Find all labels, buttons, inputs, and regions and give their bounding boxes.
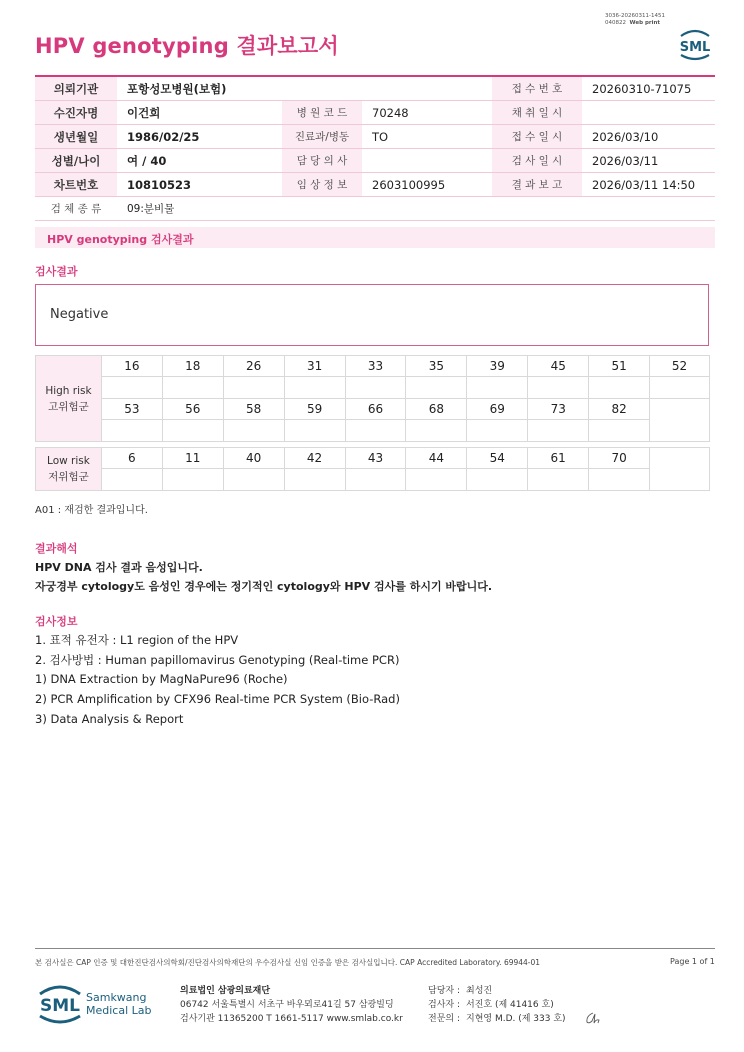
test-info-line: 2. 검사방법 : Human papillomavirus Genotyping (Real-time PCR) [35, 653, 400, 667]
info-label: 담 당 의 사 [282, 149, 362, 173]
empty-cell [650, 399, 710, 442]
result-box [35, 284, 709, 346]
staff-name: 지현영 M.D. (제 333 호) [466, 1014, 566, 1024]
interpretation-line: HPV DNA 검사 결과 음성입니다. [35, 561, 203, 574]
logo-top-text: SML [679, 40, 711, 55]
genotype-cell: 44 [406, 448, 467, 469]
info-row [35, 173, 715, 197]
signature-icon [584, 1010, 602, 1026]
result-cell [223, 469, 284, 491]
genotype-cell: 82 [589, 399, 650, 420]
genotype-cell: 52 [650, 356, 710, 377]
retest-note: A01 : 재검한 결과입니다. [35, 505, 148, 516]
result-cell [101, 377, 162, 399]
test-info-line: 1. 표적 유전자 : L1 region of the HPV [35, 633, 239, 647]
web-print-label: Web print [629, 20, 661, 26]
info-value: 2026/03/11 [582, 149, 715, 173]
result-cell [589, 469, 650, 491]
result-cell [284, 420, 345, 442]
result-cell [528, 377, 589, 399]
section-title: HPV genotyping 검사결과 [47, 233, 194, 246]
doc-code-line2 [605, 20, 695, 27]
info-label: 차트번호 [35, 173, 117, 197]
genotype-cell: 18 [162, 356, 223, 377]
genotype-cell: 51 [589, 356, 650, 377]
document-code [605, 13, 695, 27]
genotype-cell: 26 [223, 356, 284, 377]
info-row [35, 101, 715, 125]
result-cell [223, 377, 284, 399]
result-cell [284, 469, 345, 491]
info-value: 2026/03/11 14:50 [582, 173, 715, 197]
low-risk-label-en: Low risk [47, 455, 90, 467]
result-cell [406, 377, 467, 399]
info-value: 2026/03/10 [582, 125, 715, 149]
result-cell [589, 377, 650, 399]
result-cell [528, 420, 589, 442]
genotype-cell: 35 [406, 356, 467, 377]
info-label: 의뢰기관 [35, 76, 117, 101]
info-value [362, 149, 492, 173]
result-cell [101, 420, 162, 442]
page-title: HPV genotyping 결과보고서 [35, 34, 339, 58]
info-row [35, 197, 715, 221]
low-risk-genotype-row [36, 448, 710, 469]
genotype-cell: 54 [467, 448, 528, 469]
staff-line [428, 1011, 566, 1024]
sml-logo-icon [676, 27, 714, 63]
empty-cell [650, 448, 710, 491]
result-cell [101, 469, 162, 491]
low-risk-label-ko: 저위험군 [48, 471, 89, 483]
samkwang-logo-icon [37, 982, 162, 1026]
low-risk-table [35, 447, 710, 491]
info-value: 2603100995 [362, 173, 492, 197]
genotype-cell: 69 [467, 399, 528, 420]
result-cell [345, 420, 406, 442]
info-label: 결 과 보 고 [492, 173, 582, 197]
certification-text: 본 검사실은 CAP 인증 및 대한진단검사의학회/진단검사의학재단의 우수검사실 신임 인증을 받은 검사실입니다. CAP Accredited Laboratory. 69944-01 [35, 958, 541, 967]
info-label: 생년월일 [35, 125, 117, 149]
genotype-cell: 70 [589, 448, 650, 469]
result-cell [406, 420, 467, 442]
high-risk-label-en: High risk [45, 384, 92, 397]
result-cell [467, 377, 528, 399]
info-value: 1986/02/25 [117, 125, 282, 149]
info-value: 이건희 [117, 101, 282, 125]
result-cell [467, 420, 528, 442]
genotype-cell: 61 [528, 448, 589, 469]
genotype-cell: 43 [345, 448, 406, 469]
genotype-cell: 40 [223, 448, 284, 469]
footer-divider [35, 948, 715, 949]
high-risk-result-row [36, 420, 710, 442]
info-label: 접 수 일 시 [492, 125, 582, 149]
staff-line [428, 983, 492, 996]
high-risk-label-ko: 고위험군 [48, 400, 89, 413]
page-number: Page 1 of 1 [670, 957, 715, 966]
result-cell [528, 469, 589, 491]
result-cell [162, 469, 223, 491]
result-cell [589, 420, 650, 442]
low-risk-label [36, 448, 102, 491]
info-label: 임 상 정 보 [282, 173, 362, 197]
info-row [35, 149, 715, 173]
info-value: TO [362, 125, 492, 149]
result-cell [650, 377, 710, 399]
result-cell [284, 377, 345, 399]
result-label: 검사결과 [35, 265, 78, 278]
genotype-cell: 11 [162, 448, 223, 469]
result-cell [345, 377, 406, 399]
info-label: 채 취 일 시 [492, 101, 582, 125]
logo-name-1: Samkwang [86, 991, 147, 1004]
genotype-cell: 33 [345, 356, 406, 377]
genotype-cell: 42 [284, 448, 345, 469]
staff-role: 담당자 : [428, 986, 460, 996]
interpretation-heading: 결과해석 [35, 542, 78, 555]
test-info-heading: 검사정보 [35, 615, 78, 628]
info-label: 검 체 종 류 [35, 197, 117, 221]
result-cell [162, 420, 223, 442]
staff-role: 전문의 : [428, 1014, 460, 1024]
high-risk-label [36, 356, 102, 442]
info-row [35, 76, 715, 101]
result-cell [162, 377, 223, 399]
patient-info-table [35, 75, 715, 221]
logo-name-2: Medical Lab [86, 1004, 152, 1017]
staff-name: 최성진 [466, 986, 493, 996]
genotype-cell: 53 [101, 399, 162, 420]
info-label: 성별/나이 [35, 149, 117, 173]
info-label: 진료과/병동 [282, 125, 362, 149]
genotype-cell: 56 [162, 399, 223, 420]
doc-code-line1: 3036-20260311-1451 [605, 13, 665, 19]
genotype-cell: 16 [101, 356, 162, 377]
genotype-cell: 39 [467, 356, 528, 377]
info-value: 10810523 [117, 173, 282, 197]
info-label: 접 수 번 호 [492, 76, 582, 101]
test-info-line: 3) Data Analysis & Report [35, 712, 184, 726]
info-value [582, 101, 715, 125]
interpretation-line: 자궁경부 cytology도 음성인 경우에는 정기적인 cytology와 HPV 검사를 하시기 바랍니다. [35, 580, 493, 593]
high-risk-result-row [36, 377, 710, 399]
info-value: 70248 [362, 101, 492, 125]
info-value: 포항성모병원(보험) [117, 76, 492, 101]
genotype-cell: 45 [528, 356, 589, 377]
result-cell [406, 469, 467, 491]
info-label: 수진자명 [35, 101, 117, 125]
result-cell [467, 469, 528, 491]
test-info-line: 1) DNA Extraction by MagNaPure96 (Roche) [35, 672, 288, 686]
genotype-cell: 68 [406, 399, 467, 420]
org-contact: 검사기관 11365200 T 1661-5117 www.smlab.co.kr [180, 1014, 403, 1024]
low-risk-result-row [36, 469, 710, 491]
high-risk-genotype-row [36, 399, 710, 420]
info-value: 여 / 40 [117, 149, 282, 173]
result-value: Negative [50, 307, 109, 322]
org-name: 의료법인 삼광의료재단 [180, 986, 271, 996]
result-cell [345, 469, 406, 491]
staff-name: 서진호 (제 41416 호) [466, 1000, 554, 1010]
staff-line [428, 997, 554, 1010]
high-risk-genotype-row [36, 356, 710, 377]
result-cell [223, 420, 284, 442]
genotype-cell: 6 [101, 448, 162, 469]
high-risk-table [35, 355, 710, 442]
genotype-cell: 59 [284, 399, 345, 420]
genotype-cell: 66 [345, 399, 406, 420]
info-label: 병 원 코 드 [282, 101, 362, 125]
org-address: 06742 서울특별시 서초구 바우뫼로41길 57 삼광빌딩 [180, 1000, 394, 1010]
test-info-line: 2) PCR Amplification by CFX96 Real-time PCR System (Bio-Rad) [35, 692, 400, 706]
info-value: 20260310-71075 [582, 76, 715, 101]
genotype-cell: 31 [284, 356, 345, 377]
genotype-cell: 73 [528, 399, 589, 420]
section-header [35, 227, 715, 248]
doc-code-number: 040822 [605, 20, 626, 26]
info-value: 09:분비물 [117, 197, 715, 221]
info-label: 검 사 일 시 [492, 149, 582, 173]
info-row [35, 125, 715, 149]
genotype-cell: 58 [223, 399, 284, 420]
staff-role: 검사자 : [428, 1000, 460, 1010]
logo-bottom-text: SML [40, 996, 80, 1016]
